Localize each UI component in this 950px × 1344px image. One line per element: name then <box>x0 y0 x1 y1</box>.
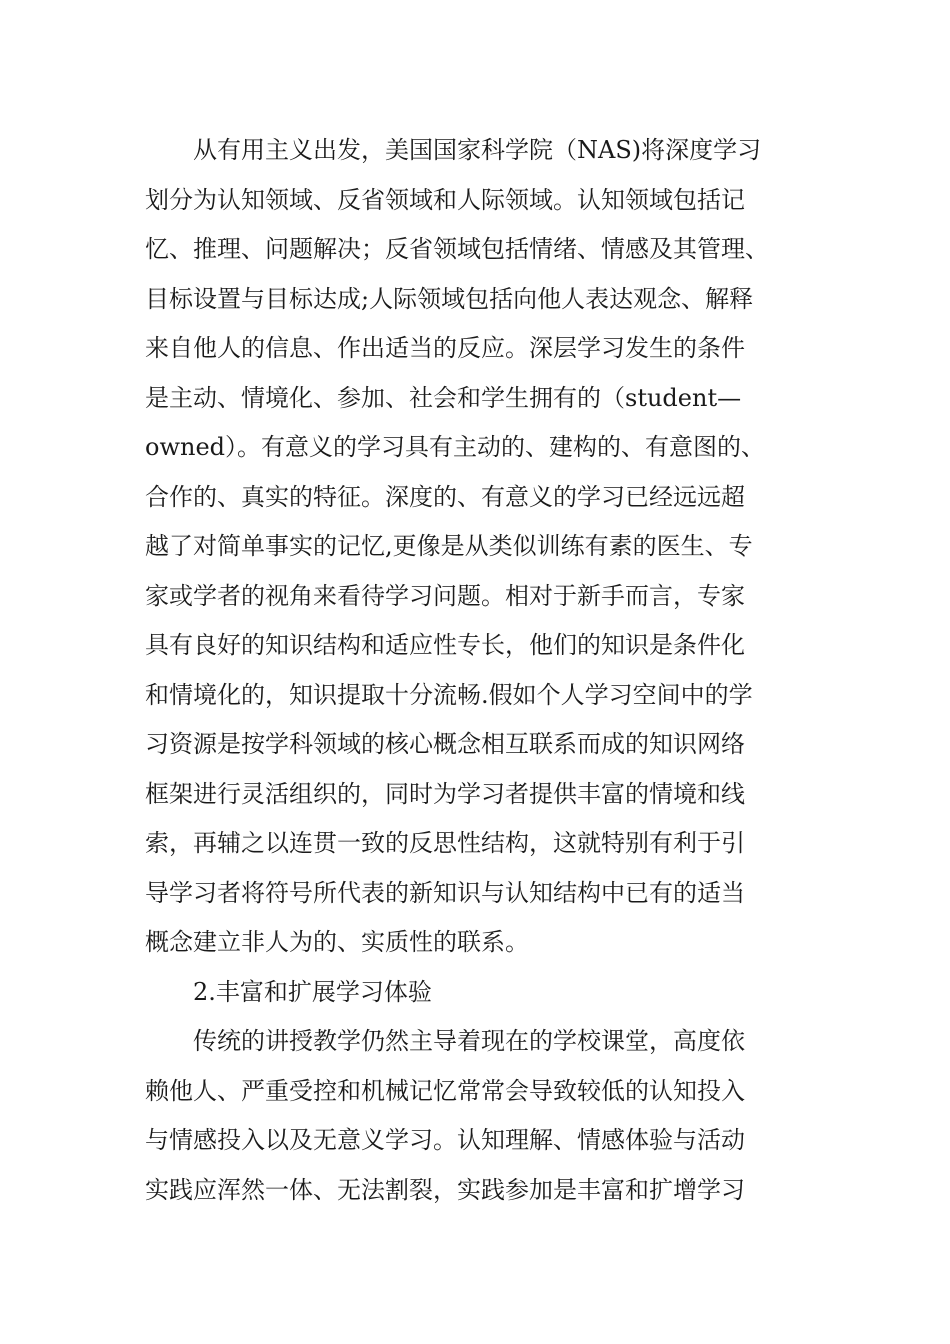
paragraph-line: 导学习者将符号所代表的新知识与认知结构中已有的适当 <box>145 878 745 907</box>
paragraph-line: 从有用主义出发，美国国家科学院（NAS)将深度学习 <box>193 136 762 164</box>
paragraph-line: 目标设置与目标达成;人际领域包括向他人表达观念、解释 <box>145 284 754 313</box>
document-body <box>145 126 795 1215</box>
section-heading: 2.丰富和扩展学习体验 <box>193 977 432 1006</box>
paragraph-line: 习资源是按学科领域的核心概念相互联系而成的知识网络 <box>145 730 745 758</box>
paragraph-line: 来自他人的信息、作出适当的反应。深层学习发生的条件 <box>145 334 745 362</box>
paragraph-line: 和情境化的，知识提取十分流畅.假如个人学习空间中的学 <box>145 680 753 709</box>
paragraph-line: 概念建立非人为的、实质性的联系。 <box>145 928 529 956</box>
paragraph-line: 赖他人、严重受控和机械记忆常常会导致较低的认知投入 <box>145 1076 745 1105</box>
paragraph-line: 划分为认知领域、反省领域和人际领域。认知领域包括记 <box>145 185 745 214</box>
paragraph-line: 索，再辅之以连贯一致的反思性结构，这就特别有利于引 <box>145 829 745 857</box>
paragraph-line: 传统的讲授教学仍然主导着现在的学校课堂，高度依 <box>193 1027 745 1055</box>
paragraph-traditional-teaching <box>145 1017 795 1215</box>
paragraph-line: owned）。有意义的学习具有主动的、建构的、有意图的、 <box>145 433 766 461</box>
paragraph-deep-learning <box>145 126 795 968</box>
paragraph-line: 实践应浑然一体、无法割裂，实践参加是丰富和扩增学习 <box>145 1175 745 1204</box>
paragraph-line: 合作的、真实的特征。深度的、有意义的学习已经远远超 <box>145 482 745 511</box>
paragraph-line: 家或学者的视角来看待学习问题。相对于新手而言，专家 <box>145 581 745 610</box>
paragraph-line: 是主动、情境化、参加、社会和学生拥有的（student— <box>145 383 742 412</box>
paragraph-line: 越了对简单事实的记忆,更像是从类似训练有素的医生、专 <box>145 532 753 560</box>
paragraph-line: 框架进行灵活组织的，同时为学习者提供丰富的情境和线 <box>145 779 745 808</box>
paragraph-line: 具有良好的知识结构和适应性专长，他们的知识是条件化 <box>145 631 745 659</box>
paragraph-line: 忆、推理、问题解决；反省领域包括情绪、情感及其管理、 <box>145 235 769 263</box>
paragraph-line: 与情感投入以及无意义学习。认知理解、情感体验与活动 <box>145 1126 745 1154</box>
